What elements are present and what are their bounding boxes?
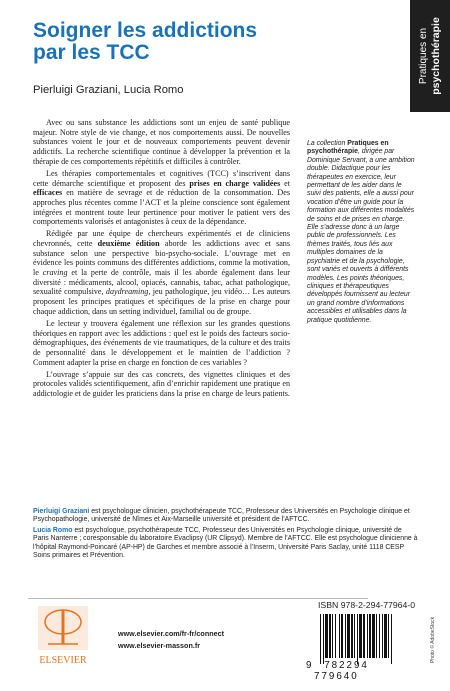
elsevier-logo [28, 604, 98, 668]
publisher-name: ELSEVIER [39, 655, 87, 666]
barcode-bar [345, 614, 346, 658]
barcode-bar [384, 614, 387, 658]
barcode-bar [363, 614, 365, 658]
photo-credit: Photo © AdobeStock [430, 616, 436, 664]
author-bio-2 [33, 527, 418, 561]
text-span: Rédigée par une équipe de chercheurs expérimentés et de cliniciens chevronnés, cette [33, 229, 290, 249]
barcode-bar [325, 614, 328, 658]
author-bio-1 [33, 508, 418, 525]
text-span: , jeu pathologique, jeu vidéo… Les auteurs proposent les principes pratiques et spécifiques de la prise en charge pour chaque addiction, dans un setting individuel, familial ou de groupe. [33, 287, 290, 316]
blurb-paragraph-3 [33, 229, 290, 316]
barcode-bar [354, 614, 355, 658]
book-title [33, 20, 363, 64]
collection-tab-line-1: Pratiques en [418, 27, 429, 85]
text-span: et la perte de contrôle, mais il les aborde également dans leur diversité : médicaments, alcool, opiacés, cannabis, tabac, achat pathologique, sexualité compulsive, [33, 268, 290, 297]
barcode-bar [351, 614, 353, 658]
text-span: Les thérapies comportementales et cognitives (TCC) s’inscrivent dans cette démarche scientifique et proposent des [33, 168, 290, 188]
barcode-bar [329, 614, 331, 658]
blurb-paragraph-2 [33, 169, 290, 227]
barcode-bar [372, 614, 375, 658]
barcode-group-1: 782294 [324, 660, 369, 671]
barcode-group-2: 779640 [314, 671, 359, 682]
text-span: en matière de sevrage et de réduction de la consommation. Des approches plus récentes comme l’ACT et la pleine conscience sont également intégrées et montrent toute leur pertinence pour motiver le patient vers des comportements valorisés et antagonistes à ceux de la dépendance. [33, 188, 290, 227]
author-name-2: Lucia Romo [33, 526, 73, 534]
blurb-paragraph-5: L’ouvrage s’appuie sur des cas concrets, des vignettes cliniques et des protocoles validés scientifiquement, afin d’enrichir rapidement une pratique en addictologie et de guider les praticiens dans la prise en charge de leurs patients. [33, 369, 290, 399]
barcode-bar [347, 614, 350, 658]
collection-name: Pratiques en psychothérapie [307, 140, 389, 156]
url-elsevier-connect[interactable]: www.elsevier.com/fr-fr/connect [118, 629, 224, 638]
text-span: La collection [307, 140, 348, 147]
barcode-bar [376, 614, 377, 658]
collection-tab-line-2: psychothérapie [430, 17, 442, 95]
barcode-bar [388, 614, 389, 658]
emphasis-craving: craving [42, 268, 68, 278]
author-bio-text-1: est psychologue clinicien, psychothérapeute TCC, Professeur des Universités en Psychologie clinique et Psychopathologie, université de Nîmes et Aix-Marseille université et président de l’AFTCC. [33, 508, 410, 524]
collection-tab-text [418, 17, 442, 95]
barcode-bar [379, 614, 380, 658]
emphasis-second-edition: deuxième édition [97, 239, 160, 249]
barcode-bar [359, 614, 362, 658]
emphasis-validated: prises en charge validées [189, 178, 281, 188]
barcode-bar [369, 614, 371, 658]
blurb-text [33, 118, 290, 401]
barcode-first-digit: 9 [306, 660, 312, 671]
footer-divider [28, 598, 368, 599]
title-line-2: par les TCC [33, 41, 150, 64]
emphasis-daydreaming: daydreaming [105, 287, 149, 297]
barcode-bar [357, 614, 358, 664]
barcode [314, 612, 420, 664]
emphasis-efficient: efficaces [33, 188, 63, 198]
collection-tab [410, 0, 450, 112]
blurb-paragraph-4: Le lecteur y trouvera également une réflexion sur les grandes questions théoriques en rapport avec les addictions : quel est le poids des facteurs socio-démographiques, des événements de vie traumatiques, de la culture et des traits de personnalité dans le développement et le maintien de l’addiction ? Comment adapter la prise en charge en fonction de ces variables ? [33, 318, 290, 367]
text-span: aborde les addictions avec et sans substance selon une perspective bio-psycho-sociale. L’ouvrage met en évidence les points communs des différentes addictions, comme la motivation, le [33, 239, 291, 278]
barcode-bar [339, 614, 340, 658]
barcode-bar [382, 614, 383, 658]
text-span: , dirigée par Dominique Servant, a une ambition double. Didactique pour les thérapeutes en exercice, leur permettant de les aider dans le suivi des patients, elle a aussi pour vocation d’être un guide pour la formation aux différentes modalités de soins et de prises en charge. Elle s’adresse donc à un large public de professionnels. Les thèmes traités, tous liés aux multiples domaines de la psychiatrie et de la psychologie, sont variés et ouverts à différents modèles. Les points théoriques, cliniques et thérapeutiques développés fournissent au lecteur un grand nombre d’informations accessibles et utilisables dans la pratique quotidienne. [307, 148, 415, 324]
author-name-1: Pierluigi Graziani [33, 508, 90, 515]
author-bios [33, 508, 418, 562]
barcode-bar [323, 614, 324, 664]
barcode-bar [341, 614, 343, 658]
collection-description [307, 140, 417, 325]
isbn: ISBN 978-2-294-77964-0 [318, 600, 416, 610]
publisher-urls [118, 628, 224, 652]
barcode-bar [320, 614, 321, 664]
barcode-bar [335, 614, 336, 658]
barcode-number [306, 660, 424, 682]
title-line-1: Soigner les addictions [33, 19, 258, 42]
barcode-bar [332, 614, 333, 658]
url-elsevier-masson[interactable]: www.elsevier-masson.fr [118, 641, 201, 650]
barcode-bar [367, 614, 368, 658]
blurb-paragraph-1: Avec ou sans substance les addictions sont un enjeu de santé publique majeur. Notre style de vie change, et nos comportements aussi. De nouvelles substances voient le jour et de nouveaux comportements peuvent devenir addictifs. La recherche scientifique continue à développer la prévention et la thérapie de ces comportements répétitifs et difficiles à contrôler. [33, 118, 290, 166]
authors: Pierluigi Graziani, Lucia Romo [33, 84, 184, 96]
author-bio-text-2: est psychologue, psychothérapeute TCC, Professeur des Universités en Psychologie clinique, université de Paris Nanterre ; coresponsable du laboratoire Evaclipsy (UR Clipsyd). Membre de l’AFTCC. Elle est psychologue clinicienne à l’hôpital Raymond-Poincaré (AP-HP) de Garches et membre associé à l’Inserm, Université Paris Saclay, unité 1118 CESP Soins primaires et Prévention. [33, 526, 418, 560]
text-span: et [280, 178, 290, 188]
barcode-bar [391, 614, 392, 664]
